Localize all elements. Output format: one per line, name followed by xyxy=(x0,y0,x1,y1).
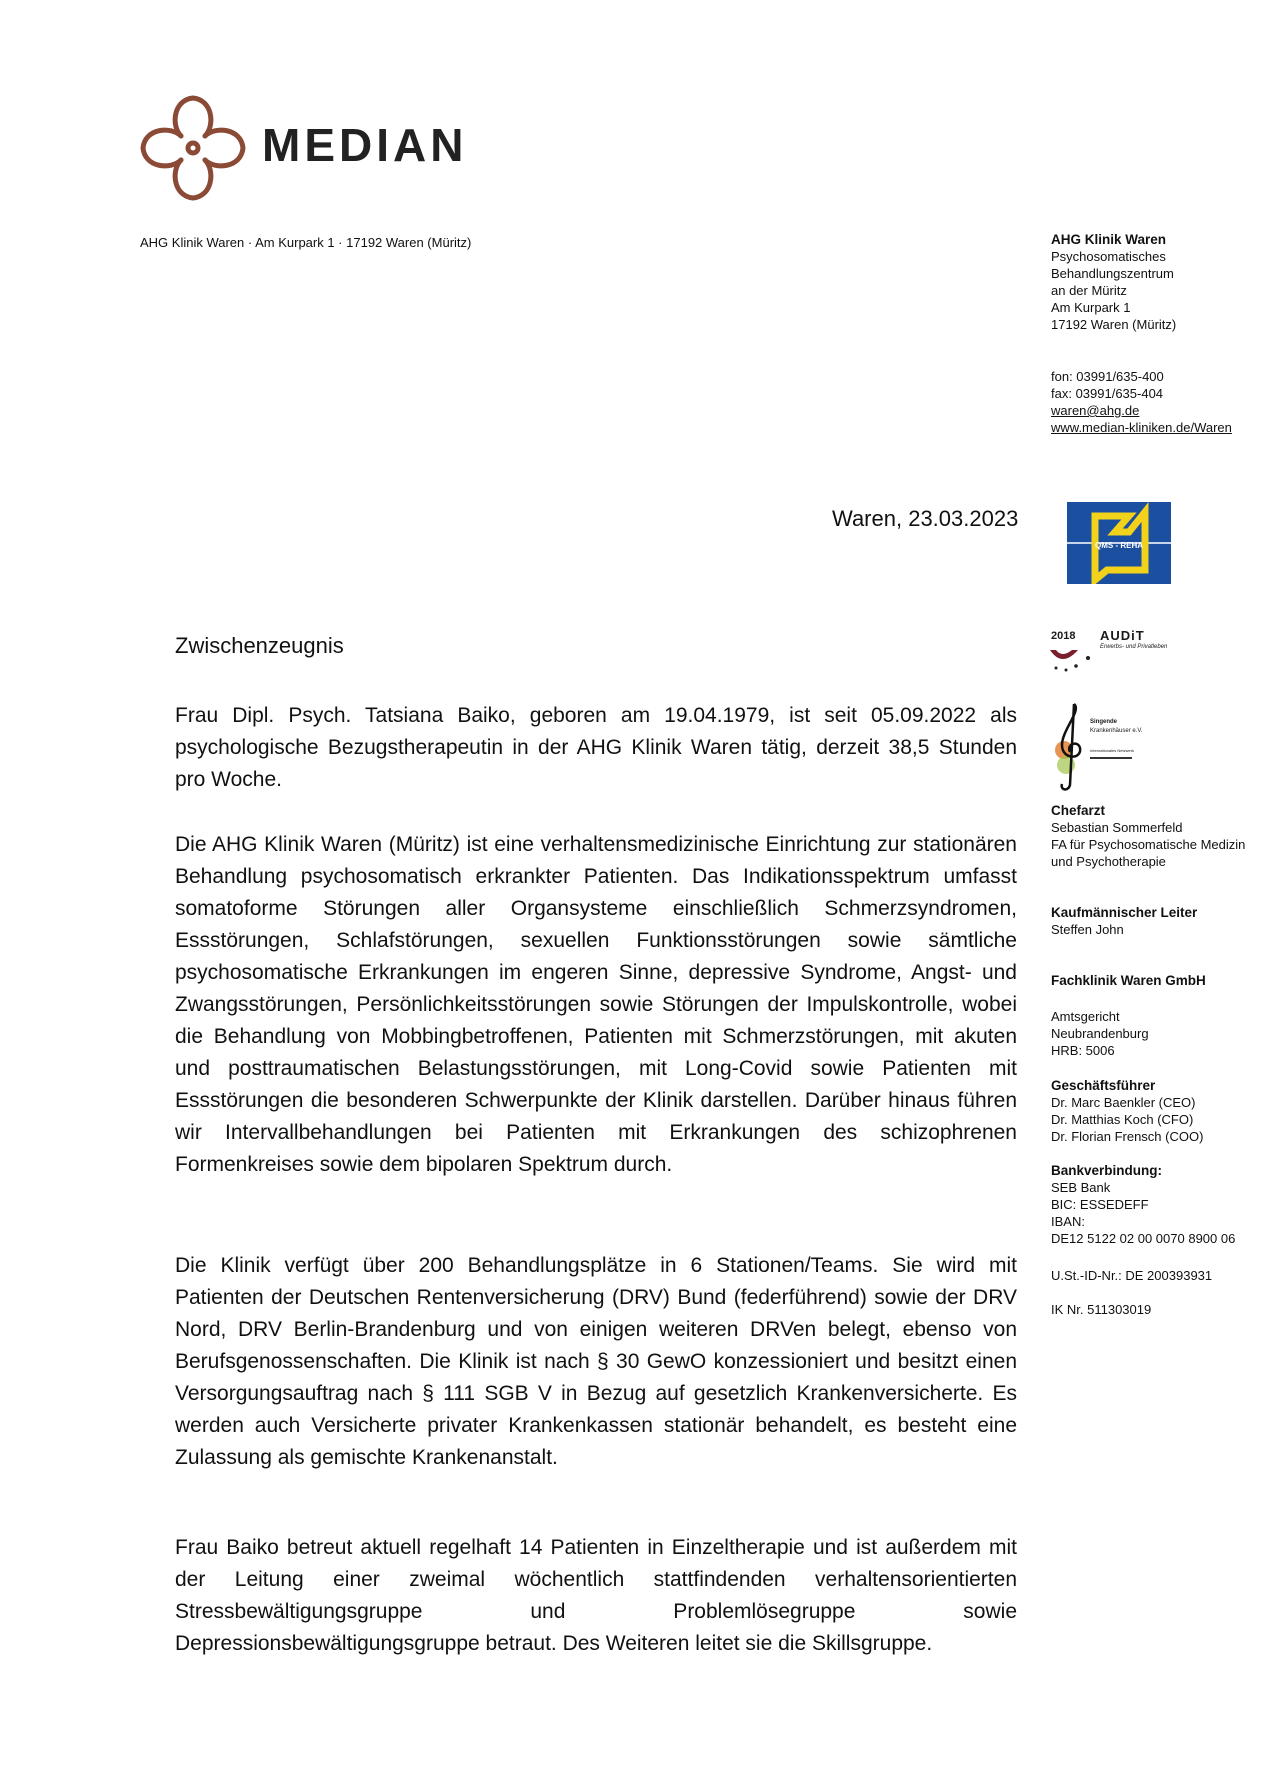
singende-krankenhaeuser-logo xyxy=(1052,700,1162,795)
kaufm-name: Steffen John xyxy=(1051,922,1124,937)
treble-clef-icon xyxy=(1052,700,1092,795)
singende-line2: Krankenhäuser e.V. xyxy=(1090,728,1143,734)
register-city: Neubrandenburg xyxy=(1051,1026,1149,1041)
address-line: Am Kurpark 1 xyxy=(1051,300,1131,315)
bank-iban-label: IBAN: xyxy=(1051,1214,1085,1229)
ik-number: IK Nr. 511303019 xyxy=(1051,1302,1152,1317)
audit-title: AUDiT xyxy=(1100,628,1145,643)
kaufm-leiter-block xyxy=(1051,904,1197,938)
kaufm-heading: Kaufmännischer Leiter xyxy=(1051,905,1198,920)
paragraph-intro xyxy=(175,700,1017,796)
bank-heading: Bankverbindung: xyxy=(1051,1163,1163,1178)
singende-line1: Singende xyxy=(1090,719,1118,725)
clinic-name: AHG Klinik Waren xyxy=(1051,232,1167,247)
chefarzt-title: und Psychotherapie xyxy=(1051,854,1166,869)
chefarzt-heading: Chefarzt xyxy=(1051,803,1106,818)
chefarzt-name: Sebastian Sommerfeld xyxy=(1051,820,1183,835)
register-number: HRB: 5006 xyxy=(1051,1043,1115,1058)
bank-block xyxy=(1051,1162,1235,1247)
singende-line3: Internationales Netzwerk xyxy=(1090,748,1135,753)
qms-reha-logo xyxy=(1067,502,1171,584)
paragraph-clinic-description xyxy=(175,829,1017,1181)
paragraph-text: Frau Baiko betreut aktuell regelhaft 14 Patienten in Einzeltherapie und ist außerdem mit der Leitung einer zweimal wöchentlich stattfindenden verhaltensorientierten Stressbewältigungsgruppe und Problemlösegruppe sowie Depressionsbewältigungsgruppe betraut. Des Weiteren leitet sie die Skillsgruppe. xyxy=(175,1536,1017,1655)
chefarzt-block xyxy=(1051,802,1245,870)
bank-iban: DE12 5122 02 00 0070 8900 06 xyxy=(1051,1231,1236,1246)
address-line: 17192 Waren (Müritz) xyxy=(1051,317,1177,332)
letter-date: Waren, 23.03.2023 xyxy=(832,506,1019,531)
contact-block xyxy=(1051,368,1232,436)
audit-logo xyxy=(1048,628,1198,678)
website-link[interactable]: www.median-kliniken.de/Waren xyxy=(1051,420,1232,435)
bank-bic: BIC: ESSEDEFF xyxy=(1051,1197,1149,1212)
management-member: Dr. Marc Baenkler (CEO) xyxy=(1051,1095,1196,1110)
clinic-address-block xyxy=(1051,231,1176,333)
paragraph-text: Die AHG Klinik Waren (Müritz) ist eine verhaltensmedizinische Einrichtung zur stationären Behandlung psychosomatisch erkrankter Patienten. Das Indikationsspektrum umfasst somatoforme Störungen aller Organsysteme einschließlich Schmerzsyndromen, Essstörungen, Schlafstörungen, sexuellen Funktionsstörungen sowie sämtliche psychosomatische Erkrankungen im engeren Sinne, depressive Syndrome, Angst- und Zwangsstörungen, Persönlichkeitsstörungen sowie Störungen der Impulskontrolle, wobei die Behandlung von Mobbingbetroffenen, Patienten mit Schmerzstörungen, mit akuten und posttraumatischen Belastungsstörungen, mit Long-Covid sowie Patienten mit Essstörungen die besonderen Schwerpunkte der Klinik darstellen. Darüber hinaus führen wir Intervallbehandlungen bei Patienten mit Erkrankungen des schizophrenen Formenkreises sowie dem bipolaren Spektrum durch. xyxy=(175,833,1017,1176)
address-line: Psychosomatisches xyxy=(1051,249,1166,264)
bank-name: SEB Bank xyxy=(1051,1180,1111,1195)
email-link[interactable]: waren@ahg.de xyxy=(1051,403,1140,418)
vat-id: U.St.-ID-Nr.: DE 200393931 xyxy=(1051,1268,1213,1283)
audit-subtitle: Erwerbs- und Privatleben xyxy=(1100,644,1168,650)
company-block xyxy=(1051,972,1206,989)
document-title: Zwischenzeugnis xyxy=(175,633,344,658)
company-name: Fachklinik Waren GmbH xyxy=(1051,973,1206,988)
management-heading: Geschäftsführer xyxy=(1051,1078,1156,1093)
singende-url-line xyxy=(1090,757,1132,759)
paragraph-text: Frau Dipl. Psych. Tatsiana Baiko, geboren am 19.04.1979, ist seit 05.09.2022 als psychologische Bezugstherapeutin in der AHG Klinik Waren tätig, derzeit 38,5 Stunden pro Woche. xyxy=(175,704,1017,791)
phone: fon: 03991/635-400 xyxy=(1051,369,1164,384)
brand-name: MEDIAN xyxy=(262,119,468,171)
address-line: Behandlungszentrum xyxy=(1051,266,1174,281)
median-logo-icon xyxy=(133,88,253,208)
management-member: Dr. Matthias Koch (CFO) xyxy=(1051,1112,1194,1127)
chefarzt-title: FA für Psychosomatische Medizin xyxy=(1051,837,1246,852)
audit-year: 2018 xyxy=(1051,630,1076,642)
register-block xyxy=(1051,1008,1149,1059)
sender-address-line: AHG Klinik Waren · Am Kurpark 1 · 17192 Waren (Müritz) xyxy=(140,235,472,250)
management-block xyxy=(1051,1077,1203,1145)
qms-label: QMS - REHA xyxy=(1095,541,1143,550)
register-court: Amtsgericht xyxy=(1051,1009,1120,1024)
paragraph-duties xyxy=(175,1532,1017,1660)
fax: fax: 03991/635-404 xyxy=(1051,386,1164,401)
qms-emblem-icon xyxy=(1067,502,1171,584)
paragraph-clinic-capacity xyxy=(175,1250,1017,1474)
address-line: an der Müritz xyxy=(1051,283,1127,298)
management-member: Dr. Florian Frensch (COO) xyxy=(1051,1129,1204,1144)
paragraph-text: Die Klinik verfügt über 200 Behandlungsplätze in 6 Stationen/Teams. Sie wird mit Patienten der Deutschen Rentenversicherung (DRV) Bund (federführend) sowie der DRV Nord, DRV Berlin-Brandenburg und von einigen weiteren DRVen belegt, ebenso von Berufsgenossenschaften. Die Klinik ist nach § 30 GewO konzessioniert und besitzt einen Versorgungsauftrag nach § 111 SGB V in Bezug auf gesetzlich Krankenversicherte. Es werden auch Versicherte privater Krankenkassen stationär behandelt, es besteht eine Zulassung als gemischte Krankenanstalt. xyxy=(175,1254,1017,1469)
